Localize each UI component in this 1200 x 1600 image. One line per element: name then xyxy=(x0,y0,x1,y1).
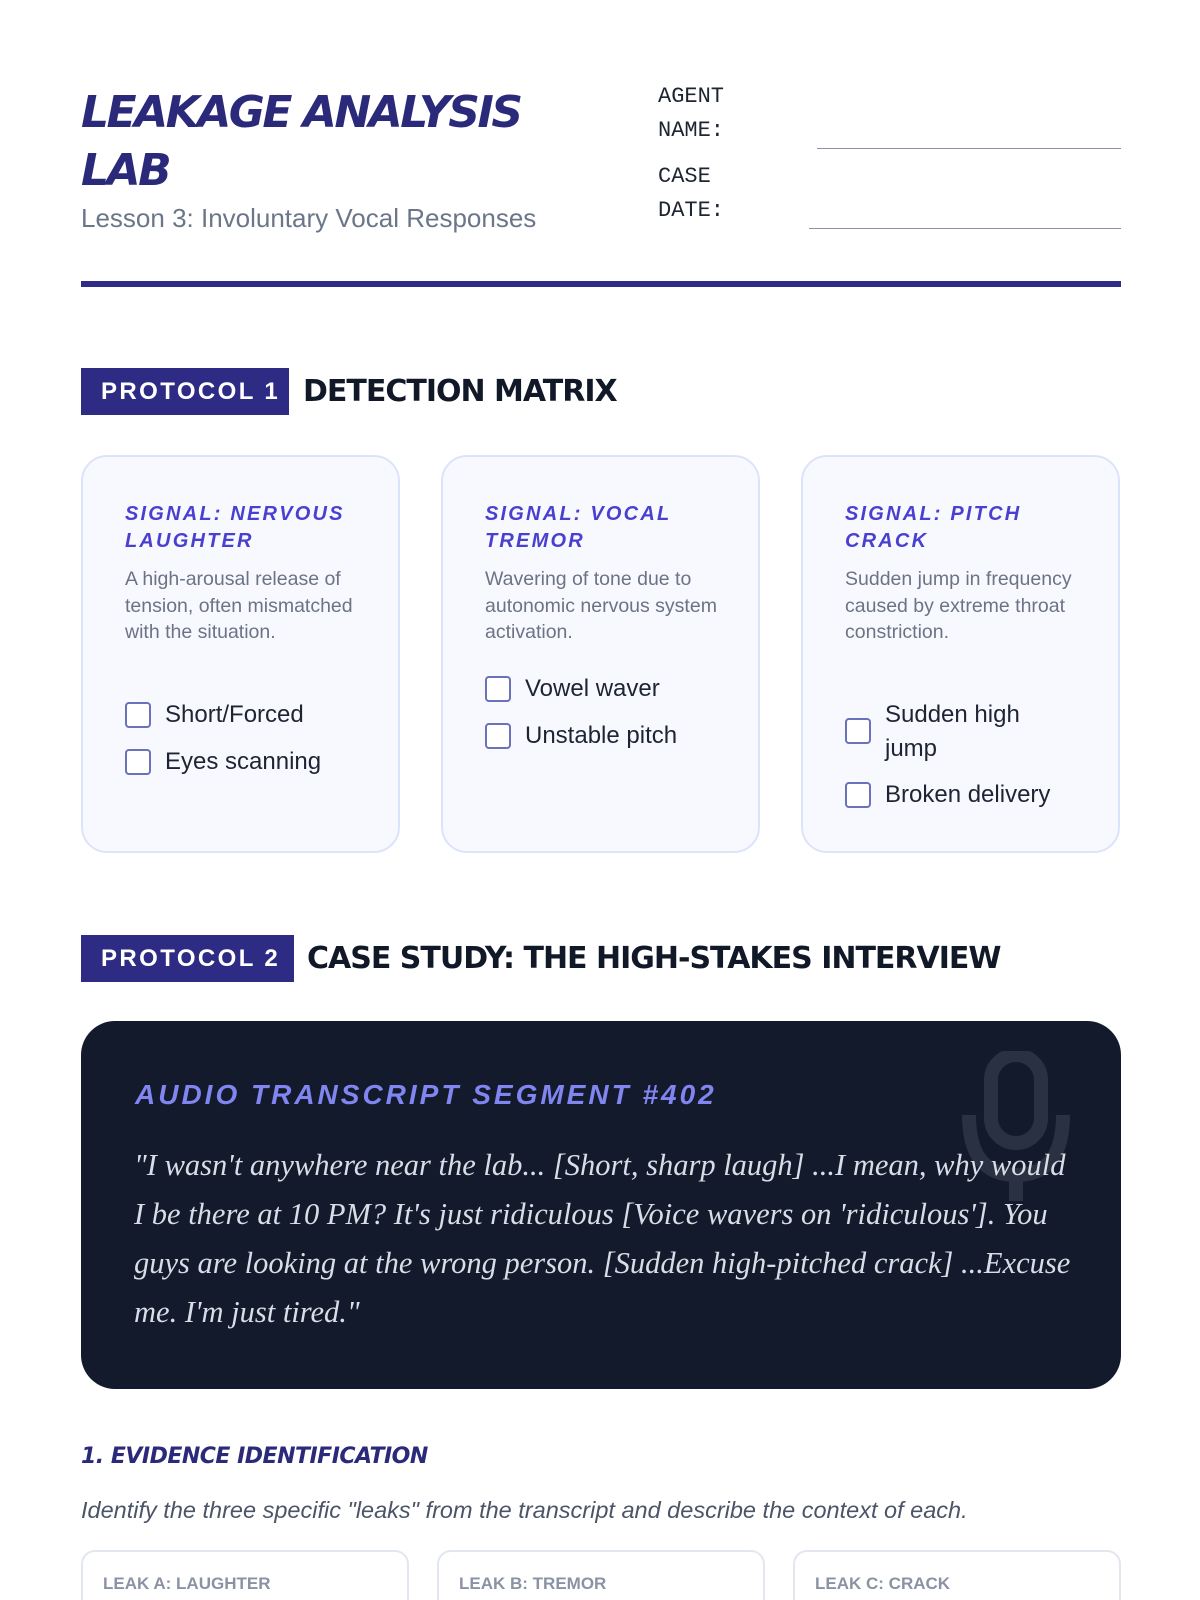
protocol1-heading xyxy=(81,368,741,415)
transcript-panel xyxy=(81,1021,1121,1389)
agent-name-label: AGENT NAME: xyxy=(658,84,725,143)
card-description: Wavering of tone due to autonomic nervous system activation. xyxy=(485,568,717,643)
checklist-label: Unstable pitch xyxy=(525,722,678,749)
checkbox[interactable] xyxy=(845,782,871,808)
leak-box-b[interactable] xyxy=(437,1550,765,1600)
checkbox[interactable] xyxy=(125,702,151,728)
signal-card-crack xyxy=(801,455,1120,853)
signal-card-tremor xyxy=(441,455,760,853)
transcript-text: "I wasn't anywhere near the lab... [Short, sharp laugh] ...I mean, why would I be there at 10 PM? It's just ridiculous [Voice wavers on 'ridiculous']. You guys are looking at the wrong person. [Sudden high-pitched crack] ...Excuse me. I'm just tired." xyxy=(134,1148,1071,1329)
protocol2-heading xyxy=(81,935,1121,982)
case-date-line[interactable] xyxy=(809,228,1121,229)
signal-card-laughter xyxy=(81,455,400,853)
checklist-label: Eyes scanning xyxy=(165,748,322,775)
card-title: SIGNAL: NERVOUS LAUGHTER xyxy=(125,503,345,552)
case-date-label: CASE DATE: xyxy=(658,164,725,223)
card-description: Sudden jump in frequency caused by extreme throat constriction. xyxy=(845,568,1072,643)
protocol1-badge: PROTOCOL 1 xyxy=(81,368,289,415)
header-divider xyxy=(81,281,1121,287)
evidence-instructions: Identify the three specific "leaks" from the transcript and describe the context of each. xyxy=(81,1497,968,1523)
checklist-label: Sudden high jump xyxy=(885,701,1020,762)
leak-label: LEAK A: LAUGHTER xyxy=(103,1574,271,1593)
protocol2-title: CASE STUDY: THE HIGH-STAKES INTERVIEW xyxy=(307,941,1001,976)
leak-label: LEAK B: TREMOR xyxy=(459,1574,607,1593)
lesson-subtitle: Lesson 3: Involuntary Vocal Responses xyxy=(81,203,537,233)
protocol1-title: DETECTION MATRIX xyxy=(303,374,617,409)
checkbox[interactable] xyxy=(125,749,151,775)
checkbox[interactable] xyxy=(485,723,511,749)
checklist-label: Broken delivery xyxy=(885,781,1051,808)
protocol2-badge: PROTOCOL 2 xyxy=(81,935,294,982)
leak-label: LEAK C: CRACK xyxy=(815,1574,951,1593)
worksheet-header xyxy=(81,60,1121,288)
card-title: SIGNAL: PITCH CRACK xyxy=(845,503,1022,552)
agent-name-line[interactable] xyxy=(817,148,1121,149)
evidence-title: 1. EVIDENCE IDENTIFICATION xyxy=(81,1444,428,1469)
page-title: LEAKAGE ANALYSIS LAB xyxy=(81,87,521,196)
card-description: A high-arousal release of tension, often mismatched with the situation. xyxy=(125,568,353,643)
transcript-title: AUDIO TRANSCRIPT SEGMENT #402 xyxy=(135,1079,717,1110)
checkbox[interactable] xyxy=(485,676,511,702)
checklist-label: Short/Forced xyxy=(165,701,304,728)
leak-box-c[interactable] xyxy=(793,1550,1121,1600)
leak-box-a[interactable] xyxy=(81,1550,409,1600)
card-title: SIGNAL: VOCAL TREMOR xyxy=(485,503,672,552)
checklist-label: Vowel waver xyxy=(525,675,660,702)
checkbox[interactable] xyxy=(845,718,871,744)
